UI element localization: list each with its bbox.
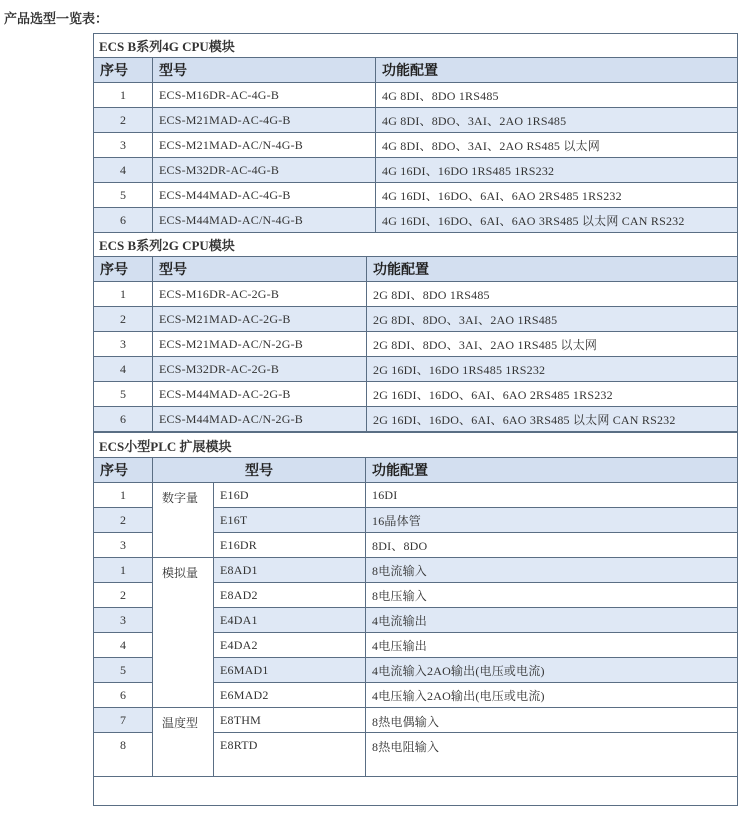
row-config: 4电流输出 bbox=[366, 608, 738, 633]
row-model: E8THM bbox=[214, 708, 366, 733]
table-row bbox=[94, 208, 738, 233]
row-config: 4G 16DI、16DO、6AI、6AO 2RS485 1RS232 bbox=[376, 183, 738, 208]
table-row bbox=[94, 133, 738, 158]
section-title: ECS B系列4G CPU模块 bbox=[94, 34, 738, 58]
row-config: 8热电阻输入 bbox=[366, 733, 738, 777]
row-config: 2G 8DI、8DO、3AI、2AO 1RS485 bbox=[367, 307, 738, 332]
row-model: E16T bbox=[214, 508, 366, 533]
row-config: 16晶体管 bbox=[366, 508, 738, 533]
row-no: 4 bbox=[94, 158, 153, 183]
table-row bbox=[94, 357, 738, 382]
row-config: 4G 8DI、8DO、3AI、2AO RS485 以太网 bbox=[376, 133, 738, 158]
row-config: 4电流输入2AO输出(电压或电流) bbox=[366, 658, 738, 683]
row-model: ECS-M44MAD-AC-4G-B bbox=[153, 183, 376, 208]
header-no: 序号 bbox=[94, 257, 153, 282]
table-row bbox=[94, 108, 738, 133]
row-no: 6 bbox=[94, 407, 153, 432]
row-model: E16D bbox=[214, 483, 366, 508]
row-no: 1 bbox=[94, 483, 153, 508]
row-config: 8电压输入 bbox=[366, 583, 738, 608]
row-config: 4G 8DI、8DO、3AI、2AO 1RS485 bbox=[376, 108, 738, 133]
row-no: 5 bbox=[94, 382, 153, 407]
row-config: 4G 16DI、16DO 1RS485 1RS232 bbox=[376, 158, 738, 183]
row-config: 2G 16DI、16DO 1RS485 1RS232 bbox=[367, 357, 738, 382]
row-no: 3 bbox=[94, 133, 153, 158]
row-model: E8AD2 bbox=[214, 583, 366, 608]
table-row bbox=[94, 558, 738, 583]
row-no: 2 bbox=[94, 583, 153, 608]
row-no: 2 bbox=[94, 307, 153, 332]
row-model: ECS-M21MAD-AC/N-4G-B bbox=[153, 133, 376, 158]
table-row bbox=[94, 158, 738, 183]
row-config: 8DI、8DO bbox=[366, 533, 738, 558]
table-row bbox=[94, 83, 738, 108]
row-config: 4G 16DI、16DO、6AI、6AO 3RS485 以太网 CAN RS232 bbox=[376, 208, 738, 233]
row-no: 4 bbox=[94, 357, 153, 382]
row-model: ECS-M32DR-AC-4G-B bbox=[153, 158, 376, 183]
row-no: 5 bbox=[94, 183, 153, 208]
table-row bbox=[94, 332, 738, 357]
category-analog: 模拟量 bbox=[153, 558, 214, 708]
page-heading: 产品选型一览表： bbox=[4, 12, 109, 27]
row-config: 16DI bbox=[366, 483, 738, 508]
header-model: 型号 bbox=[153, 257, 367, 282]
row-model: E6MAD1 bbox=[214, 658, 366, 683]
header-model: 型号 bbox=[153, 458, 366, 483]
row-model: ECS-M44MAD-AC/N-4G-B bbox=[153, 208, 376, 233]
row-config: 2G 8DI、8DO 1RS485 bbox=[367, 282, 738, 307]
row-model: E8RTD bbox=[214, 733, 366, 777]
header-config: 功能配置 bbox=[366, 458, 738, 483]
section-title: ECS B系列2G CPU模块 bbox=[94, 233, 738, 257]
table-row bbox=[94, 407, 738, 432]
row-config: 4电压输出 bbox=[366, 633, 738, 658]
row-no: 3 bbox=[94, 533, 153, 558]
category-temperature: 温度型 bbox=[153, 708, 214, 777]
table-row bbox=[94, 382, 738, 407]
row-config: 4电压输入2AO输出(电压或电流) bbox=[366, 683, 738, 708]
row-model: E16DR bbox=[214, 533, 366, 558]
table-row bbox=[94, 183, 738, 208]
row-model: E6MAD2 bbox=[214, 683, 366, 708]
row-model: E8AD1 bbox=[214, 558, 366, 583]
row-no: 6 bbox=[94, 208, 153, 233]
row-model: ECS-M32DR-AC-2G-B bbox=[153, 357, 367, 382]
row-no: 1 bbox=[94, 83, 153, 108]
header-config: 功能配置 bbox=[367, 257, 738, 282]
row-config: 4G 8DI、8DO 1RS485 bbox=[376, 83, 738, 108]
row-no: 8 bbox=[94, 733, 153, 777]
category-digital: 数字量 bbox=[153, 483, 214, 558]
row-config: 2G 8DI、8DO、3AI、2AO 1RS485 以太网 bbox=[367, 332, 738, 357]
blank-row bbox=[94, 777, 738, 806]
row-config: 8电流输入 bbox=[366, 558, 738, 583]
row-model: ECS-M16DR-AC-2G-B bbox=[153, 282, 367, 307]
header-config: 功能配置 bbox=[376, 58, 738, 83]
row-model: ECS-M21MAD-AC-2G-B bbox=[153, 307, 367, 332]
row-model: ECS-M16DR-AC-4G-B bbox=[153, 83, 376, 108]
header-no: 序号 bbox=[94, 58, 153, 83]
row-config: 8热电偶输入 bbox=[366, 708, 738, 733]
header-no: 序号 bbox=[94, 458, 153, 483]
table-row bbox=[94, 708, 738, 733]
cpu4g-table bbox=[93, 33, 738, 233]
row-model: ECS-M44MAD-AC-2G-B bbox=[153, 382, 367, 407]
cpu2g-table bbox=[93, 232, 738, 432]
row-config: 2G 16DI、16DO、6AI、6AO 3RS485 以太网 CAN RS232 bbox=[367, 407, 738, 432]
row-model: ECS-M44MAD-AC/N-2G-B bbox=[153, 407, 367, 432]
table-row bbox=[94, 282, 738, 307]
extension-table bbox=[93, 432, 738, 806]
row-no: 3 bbox=[94, 608, 153, 633]
row-no: 2 bbox=[94, 508, 153, 533]
row-model: E4DA2 bbox=[214, 633, 366, 658]
row-model: E4DA1 bbox=[214, 608, 366, 633]
row-no: 4 bbox=[94, 633, 153, 658]
row-no: 1 bbox=[94, 282, 153, 307]
section-title: ECS小型PLC 扩展模块 bbox=[94, 433, 738, 458]
header-model: 型号 bbox=[153, 58, 376, 83]
row-no: 6 bbox=[94, 683, 153, 708]
row-no: 3 bbox=[94, 332, 153, 357]
row-config: 2G 16DI、16DO、6AI、6AO 2RS485 1RS232 bbox=[367, 382, 738, 407]
row-no: 1 bbox=[94, 558, 153, 583]
row-model: ECS-M21MAD-AC-4G-B bbox=[153, 108, 376, 133]
table-row bbox=[94, 483, 738, 508]
row-no: 2 bbox=[94, 108, 153, 133]
table-row bbox=[94, 307, 738, 332]
row-no: 7 bbox=[94, 708, 153, 733]
row-no: 5 bbox=[94, 658, 153, 683]
row-model: ECS-M21MAD-AC/N-2G-B bbox=[153, 332, 367, 357]
